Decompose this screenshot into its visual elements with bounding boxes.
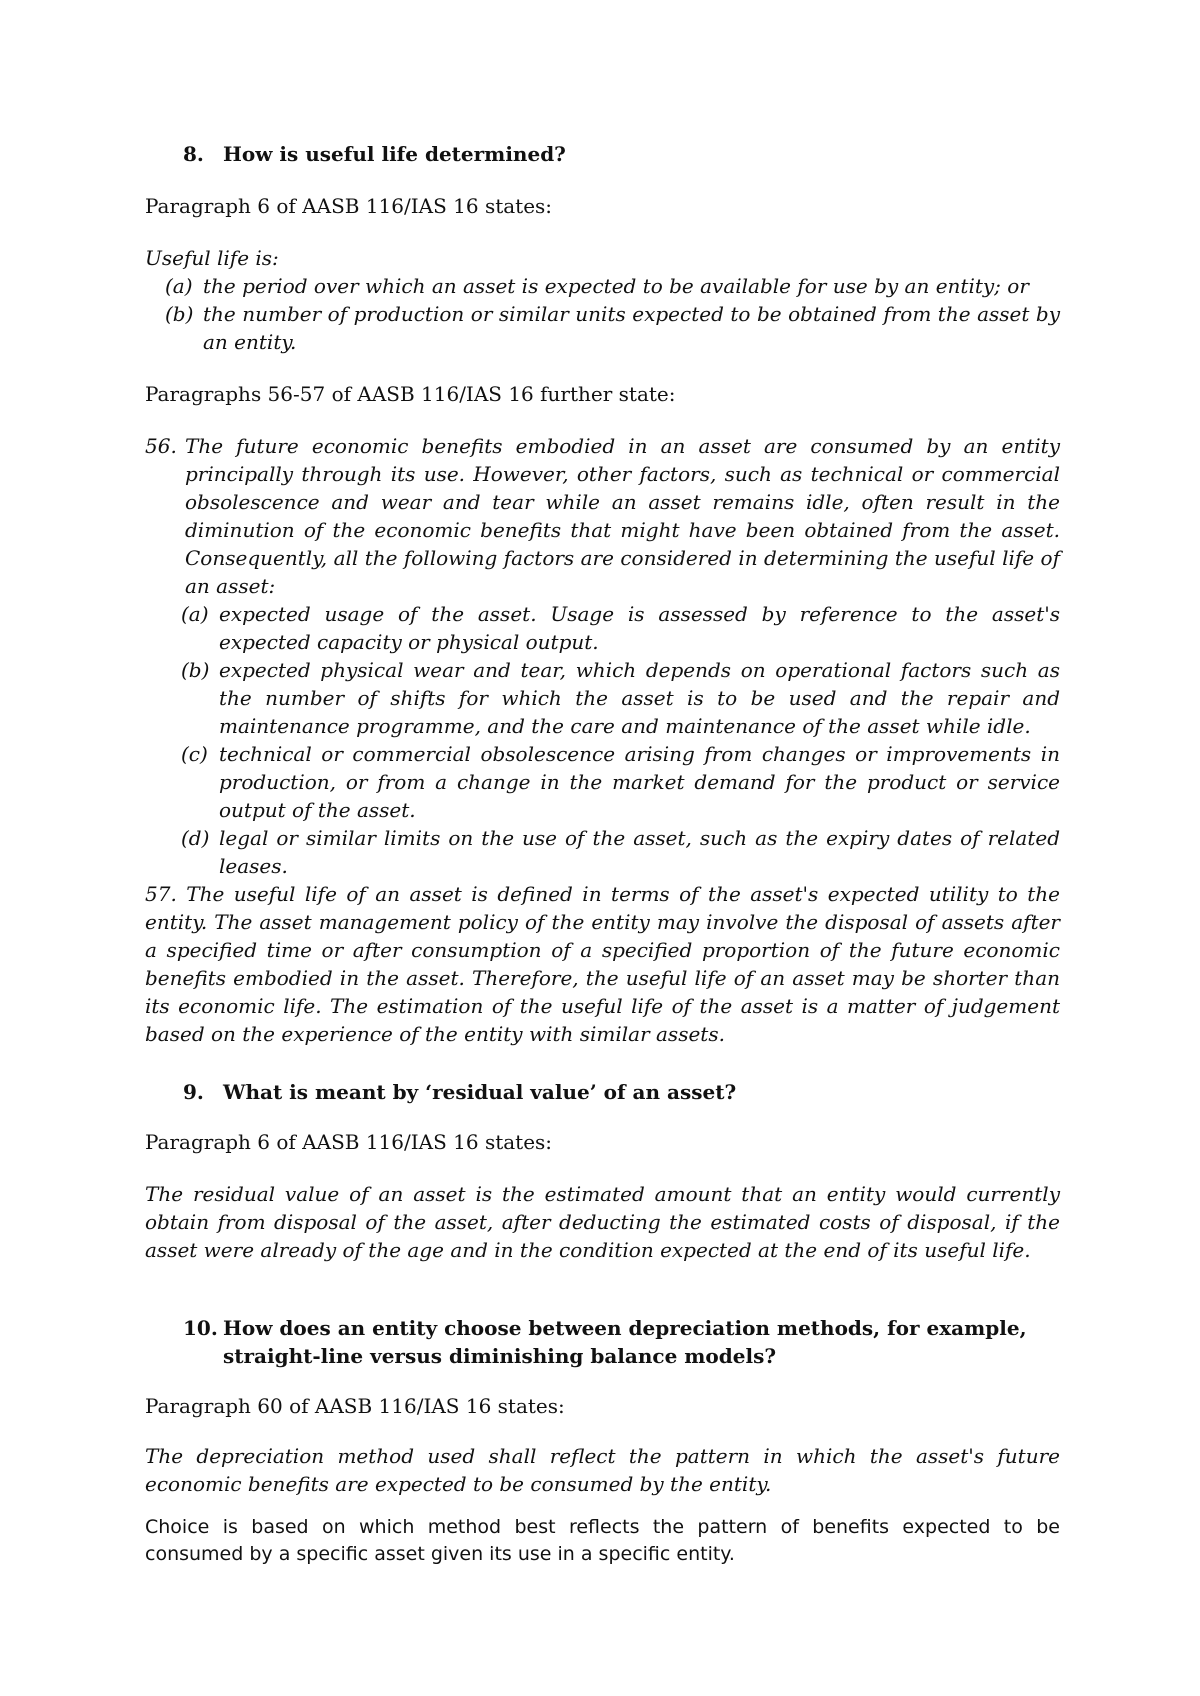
question-title: What is meant by ‘residual value’ of an asset? (223, 1080, 737, 1104)
q10-intro: Paragraph 60 of AASB 116/IAS 16 states: (145, 1394, 565, 1418)
document-page (145, 140, 1060, 1568)
useful-life-definition (145, 244, 1060, 356)
question-number: 9. (183, 1080, 204, 1104)
q10-answer: Choice is based on which method best reflects the pattern of benefits expected to be consumed by a specific asset given its use in a specific entity. (145, 1516, 1060, 1565)
list-text: the number of production or similar units expected to be obtained from the asset by an entity. (203, 302, 1060, 354)
list-item (145, 656, 1060, 740)
list-text: expected physical wear and tear, which depends on operational factors such as the number of shifts for which the asset is to be used and the repair and maintenance programme, and the care and maintenance of the asset while idle. (219, 658, 1060, 738)
paragraph-57 (145, 880, 1060, 1048)
q8-intro: Paragraph 6 of AASB 116/IAS 16 states: (145, 194, 553, 218)
paragraph-marker: 57. (145, 882, 177, 906)
question-10-heading (145, 1314, 1060, 1370)
question-title: How does an entity choose between depreciation methods, for example, straight-line versus diminishing balance models? (223, 1316, 1027, 1368)
question-8-heading (145, 140, 1060, 168)
question-number: 10. (183, 1316, 218, 1340)
question-9-heading (145, 1078, 1060, 1106)
list-item (145, 272, 1060, 300)
q9-intro: Paragraph 6 of AASB 116/IAS 16 states: (145, 1130, 553, 1154)
paragraph-text: The future economic benefits embodied in an asset are consumed by an entity principally through its use. However, other factors, such as technical or commercial obsolescence and wear and tear while an asset remains idle, often result in the diminution of the economic benefits that might have been obtained from the asset. Consequently, all the following factors are considered in determining the useful life of an asset: (185, 434, 1060, 598)
paragraph-marker: 56. (145, 434, 177, 458)
list-text: expected usage of the asset. Usage is assessed by reference to the asset's expected capacity or physical output. (219, 602, 1060, 654)
list-item (145, 600, 1060, 656)
definition-lead: Useful life is: (145, 246, 279, 270)
q8-intro-2: Paragraphs 56-57 of AASB 116/IAS 16 further state: (145, 382, 676, 406)
list-marker: (d) (181, 826, 210, 850)
list-marker: (c) (181, 742, 208, 766)
list-item (145, 740, 1060, 824)
list-marker: (b) (165, 302, 194, 326)
list-marker: (a) (181, 602, 209, 626)
paragraph-text: The useful life of an asset is defined in terms of the asset's expected utility to the entity. The asset management policy of the entity may involve the disposal of assets after a specified time or after consumption of a specified proportion of the future economic benefits embodied in the asset. Therefore, the useful life of an asset may be shorter than its economic life. The estimation of the useful life of the asset is a matter of judgement based on the experience of the entity with similar assets. (145, 882, 1061, 1046)
list-marker: (a) (165, 274, 193, 298)
list-text: the period over which an asset is expected to be available for use by an entity; or (203, 274, 1029, 298)
list-text: legal or similar limits on the use of the asset, such as the expiry dates of related leases. (219, 826, 1060, 878)
depreciation-method-quote: The depreciation method used shall reflect the pattern in which the asset's future economic benefits are expected to be consumed by the entity. (145, 1444, 1060, 1496)
list-text: technical or commercial obsolescence arising from changes or improvements in production, or from a change in the market demand for the product or service output of the asset. (219, 742, 1060, 822)
list-item (145, 824, 1060, 880)
list-marker: (b) (181, 658, 210, 682)
paragraph-56-block (145, 432, 1060, 1048)
list-item (145, 300, 1060, 356)
paragraph-56 (145, 432, 1060, 600)
residual-value-quote: The residual value of an asset is the estimated amount that an entity would currently obtain from disposal of the asset, after deducting the estimated costs of disposal, if the asset were already of the age and in the condition expected at the end of its useful life. (145, 1182, 1060, 1262)
question-title: How is useful life determined? (223, 142, 566, 166)
question-number: 8. (183, 142, 204, 166)
